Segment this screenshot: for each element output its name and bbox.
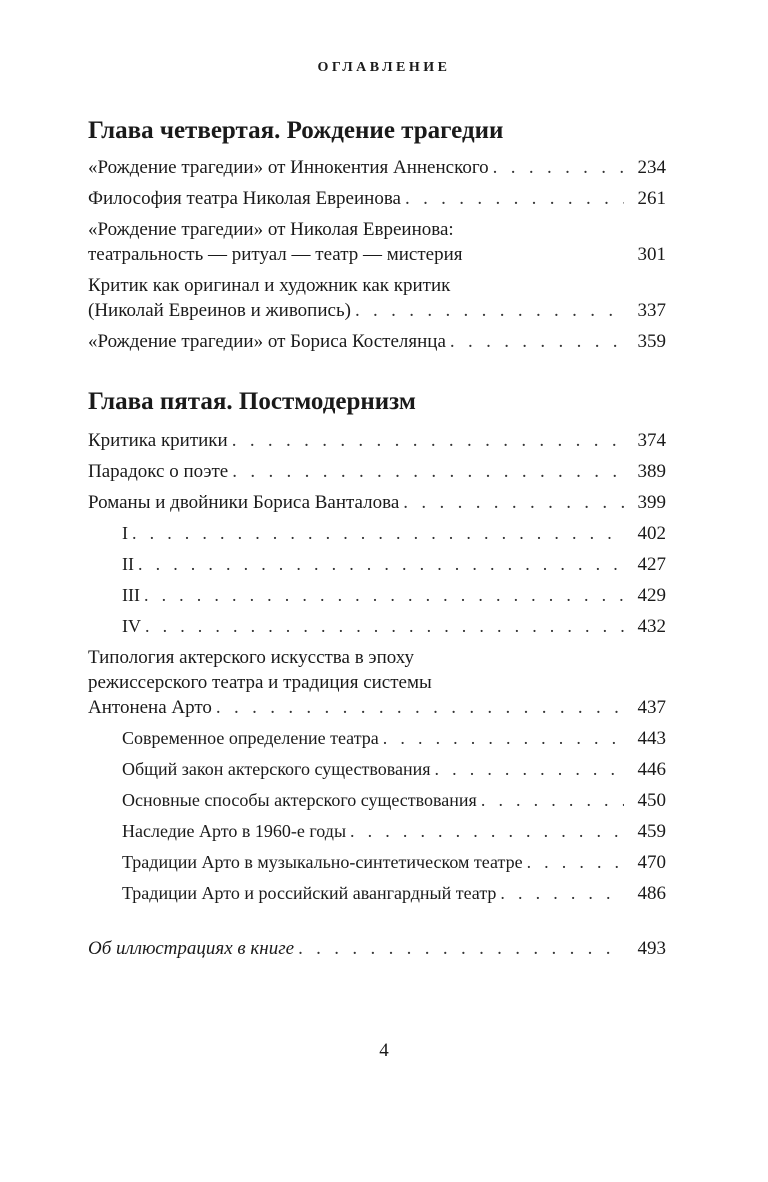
page-number: 234 (637, 157, 666, 178)
toc-entry (88, 645, 666, 720)
entry-title-line: Критик как оригинал и художник как критик (88, 275, 451, 296)
dot-leader (450, 329, 624, 354)
entry-title-line: режиссерского театра и традиция системы (88, 672, 432, 693)
toc-subentry (88, 819, 666, 844)
page-number: 443 (637, 728, 666, 749)
entry-title: «Рождение трагедии» от Бориса Костелянца (88, 331, 446, 352)
toc-entry (88, 329, 666, 354)
entry-title: Общий закон актерского существования (122, 759, 431, 779)
chapter-title: Глава пятая. Постмодернизм (88, 388, 416, 415)
entry-title-line: Антонена Арто (88, 697, 212, 718)
toc-entry (88, 428, 666, 453)
toc-entry (88, 217, 666, 267)
toc-entry (88, 490, 666, 515)
dot-leader (405, 186, 624, 211)
toc-entry (88, 273, 666, 323)
entry-title: Современное определение театра (122, 728, 379, 748)
dot-leader (298, 936, 624, 961)
page-number: 450 (637, 790, 666, 811)
toc-subentry (88, 850, 666, 875)
toc-subentry (88, 583, 666, 608)
page-number: 359 (637, 331, 666, 352)
page-number: 437 (637, 697, 666, 718)
page-number: 470 (637, 852, 666, 873)
page-number: 399 (637, 492, 666, 513)
toc-entry (88, 936, 666, 961)
entry-title: Об иллюстрациях в книге (88, 938, 295, 959)
dot-leader (403, 490, 624, 515)
toc-subentry (88, 757, 666, 782)
dot-leader (232, 428, 624, 453)
page-number: 432 (637, 616, 666, 637)
toc-subentry (88, 614, 666, 639)
page-number: 429 (637, 585, 666, 606)
entry-title-line: Типология актерского искусства в эпоху (88, 647, 415, 668)
entry-title: «Рождение трагедии» от Иннокентия Анненского (88, 157, 489, 178)
entry-title: Традиции Арто и российский авангардный театр (122, 883, 497, 903)
page-number: 301 (637, 244, 666, 265)
dot-leader (216, 695, 624, 720)
dot-leader (144, 583, 624, 608)
page-number: 446 (637, 759, 666, 780)
toc-entry (88, 155, 666, 180)
entry-title-line: «Рождение трагедии» от Николая Евреинова: (88, 219, 454, 240)
dot-leader (383, 726, 624, 751)
page-number: 427 (637, 554, 666, 575)
chapter-five-section (88, 387, 666, 906)
dot-leader (232, 459, 624, 484)
appendix-section (88, 936, 666, 961)
entry-title: Основные способы актерского существования (122, 790, 477, 810)
dot-leader (435, 757, 624, 782)
dot-leader (145, 614, 624, 639)
page-number: 374 (637, 430, 666, 451)
page-number: 389 (637, 461, 666, 482)
dot-leader (527, 850, 624, 875)
entry-title: Романы и двойники Бориса Ванталова (88, 492, 400, 513)
dot-leader (355, 298, 624, 323)
toc-subentry (88, 881, 666, 906)
chapter-title: Глава четвертая. Рождение трагедии (88, 117, 504, 144)
entry-title-line: театральность — ритуал — театр — мистерия (88, 244, 463, 265)
page-number: 402 (637, 523, 666, 544)
folio-page-number: 4 (379, 1040, 389, 1061)
entry-title-line: (Николай Евреинов и живопись) (88, 300, 351, 321)
toc-subentry (88, 552, 666, 577)
entry-title: IV (122, 616, 141, 636)
toc-subentry (88, 726, 666, 751)
page-number: 493 (637, 938, 666, 959)
dot-leader (132, 521, 624, 546)
toc-subentry (88, 788, 666, 813)
entry-title: Философия театра Николая Евреинова (88, 188, 401, 209)
toc-entry (88, 186, 666, 211)
entry-title: Наследие Арто в 1960-е годы (122, 821, 347, 841)
entry-title: III (122, 585, 140, 605)
running-head: ОГЛАВЛЕНИЕ (317, 60, 451, 75)
page-number: 261 (637, 188, 666, 209)
entry-title: Парадокс о поэте (88, 461, 229, 482)
dot-leader (138, 552, 624, 577)
entry-title: II (122, 554, 134, 574)
toc-entry (88, 459, 666, 484)
entry-title: Традиции Арто в музыкально-синтетическом театре (122, 852, 523, 872)
entry-title: I (122, 523, 128, 543)
chapter-four-section (88, 116, 666, 354)
entry-title: Критика критики (88, 430, 228, 451)
dot-leader (493, 155, 624, 180)
toc-subentry (88, 521, 666, 546)
page-number: 486 (637, 883, 666, 904)
dot-leader (350, 819, 624, 844)
dot-leader (481, 788, 624, 813)
dot-leader (500, 881, 624, 906)
page-number: 459 (637, 821, 666, 842)
page-number: 337 (637, 300, 666, 321)
